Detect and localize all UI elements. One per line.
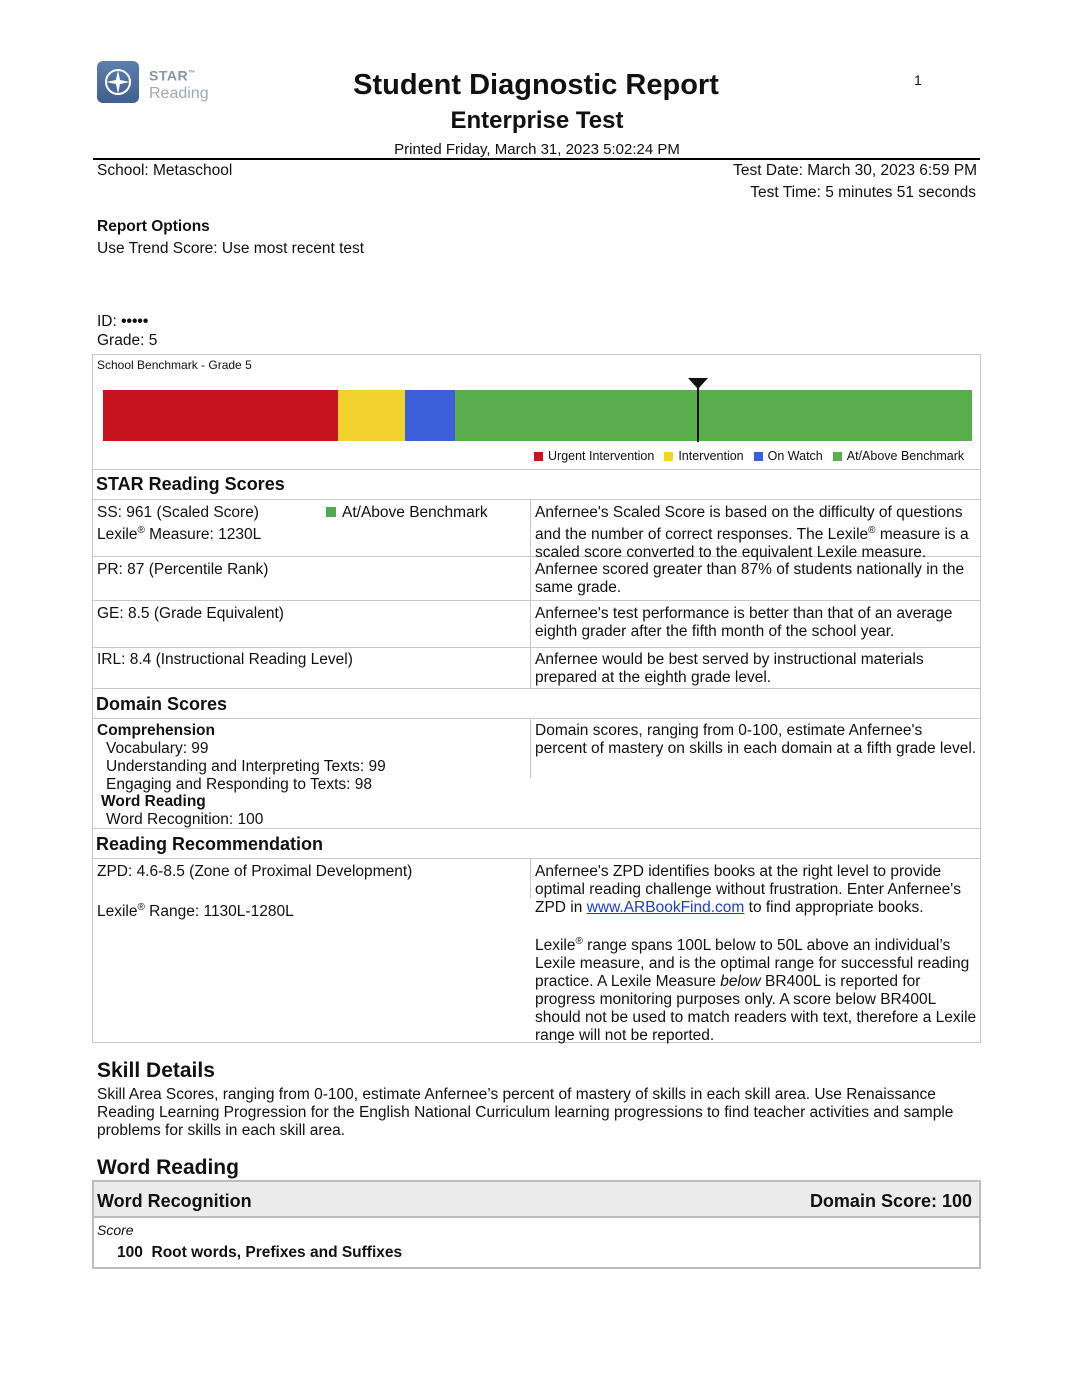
at-above-benchmark-swatch-icon [326, 507, 336, 517]
skill-item-row [117, 1244, 402, 1262]
score-marker-line [697, 386, 699, 442]
skill-area-name: Word Recognition [97, 1191, 252, 1211]
domain-score: Domain Score: 100 [809, 1191, 972, 1211]
legend-item: At/Above Benchmark [833, 449, 964, 463]
word-reading-label: Word Reading [101, 793, 206, 810]
benchmark-segment-3 [405, 390, 455, 441]
word-recognition-header [92, 1180, 981, 1218]
page-number: 1 [914, 72, 922, 88]
skill-details-text: Skill Area Scores, ranging from 0-100, estimate Anfernee’s percent of mastery of skills in each skill area. Use Renaissance Reading Learning Progression for the English National Curriculum learning progressions to find teacher activities and sample problems for skills in each skill area. [97, 1086, 954, 1139]
benchmark-label: School Benchmark - Grade 5 [97, 358, 252, 372]
reading-recommendation-heading: Reading Recommendation [92, 828, 981, 859]
irl-description: Anfernee would be best served by instructional materials prepared at the eighth grade level. [535, 651, 924, 686]
score-marker-icon [688, 378, 708, 389]
benchmark-legend [534, 449, 964, 463]
ss-row [92, 500, 981, 562]
vocabulary-score: Vocabulary: 99 [106, 740, 209, 757]
lexile-measure: Lexile® Measure: 1230L [97, 525, 262, 544]
domain-row [92, 718, 981, 829]
legend-swatch-icon [833, 452, 842, 461]
legend-swatch-icon [754, 452, 763, 461]
domain-scores-heading: Domain Scores [92, 688, 981, 719]
domain-description: Domain scores, ranging from 0-100, estimate Anfernee's percent of mastery on skills in each domain at a fifth grade level. [535, 722, 977, 757]
zpd-range: ZPD: 4.6-8.5 (Zone of Proximal Development) [97, 863, 413, 880]
word-recognition-body [92, 1217, 981, 1269]
report-title: Student Diagnostic Report [353, 69, 719, 101]
benchmark-bar [103, 390, 972, 441]
skill-item-score: 100 [117, 1244, 143, 1261]
skill-details-heading: Skill Details [97, 1059, 215, 1082]
school-name: School: Metaschool [97, 162, 233, 179]
grade-equivalent: GE: 8.5 (Grade Equivalent) [97, 605, 284, 622]
lexile-range: Lexile® Range: 1130L-1280L [97, 902, 294, 921]
report-options-line: Use Trend Score: Use most recent test [97, 240, 365, 257]
pr-description: Anfernee scored greater than 87% of students nationally in the same grade. [535, 561, 965, 596]
test-time: Test Time: 5 minutes 51 seconds [750, 184, 976, 201]
arbookfind-link[interactable]: www.ARBookFind.com [586, 899, 745, 916]
logo-wordmark: STAR™ Reading [149, 67, 209, 102]
header-divider [93, 158, 980, 160]
benchmark-status: At/Above Benchmark [326, 504, 488, 522]
legend-item: Urgent Intervention [534, 449, 654, 463]
recommendation-row [92, 858, 981, 1043]
legend-swatch-icon [664, 452, 673, 461]
report-options-heading: Report Options [97, 218, 210, 235]
word-reading-heading: Word Reading [97, 1156, 239, 1179]
printed-date: Printed Friday, March 31, 2023 5:02:24 PM [394, 141, 680, 158]
star-scores-heading: STAR Reading Scores [92, 469, 981, 500]
student-grade: Grade: 5 [97, 332, 158, 349]
irl-row [92, 648, 981, 689]
comprehension-label: Comprehension [97, 722, 215, 739]
legend-swatch-icon [534, 452, 543, 461]
understanding-score: Understanding and Interpreting Texts: 99 [106, 758, 386, 775]
zpd-description: Anfernee's ZPD identifies books at the right level to provide optimal reading challenge without frustration. Enter Anfernee's ZPD in www.ARBookFind.com to find appropriate books. [535, 863, 962, 916]
report-subtitle: Enterprise Test [450, 107, 624, 134]
score-column-label: Score [97, 1222, 134, 1238]
ge-description: Anfernee's test performance is better than that of an average eighth grader after the fifth month of the school year. [535, 605, 953, 640]
engaging-score: Engaging and Responding to Texts: 98 [106, 776, 372, 793]
instructional-reading-level: IRL: 8.4 (Instructional Reading Level) [97, 651, 353, 668]
test-date: Test Date: March 30, 2023 6:59 PM [733, 162, 977, 179]
benchmark-segment-2 [338, 390, 405, 441]
benchmark-segment-1 [103, 390, 338, 441]
student-id: ID: ••••• [97, 313, 149, 330]
percentile-rank: PR: 87 (Percentile Rank) [97, 561, 269, 578]
skill-item-name: Root words, Prefixes and Suffixes [151, 1244, 403, 1261]
ge-row [92, 601, 981, 648]
ss-description: Anfernee's Scaled Score is based on the difficulty of questions and the number of correct responses. The Lexile® measure is a scaled score converted to the equivalent Lexile measure. [535, 504, 969, 562]
word-recognition-score: Word Recognition: 100 [106, 811, 264, 828]
legend-item: Intervention [664, 449, 743, 463]
pr-row [92, 557, 981, 601]
legend-item: On Watch [754, 449, 823, 463]
scaled-score: SS: 961 (Scaled Score) [97, 504, 259, 521]
benchmark-segment-4 [455, 390, 972, 441]
lexile-range-description: Lexile® range spans 100L below to 50L above an individual’s Lexile measure, and is the optimal range for successful reading practice. A Lexile Measure below BR400L is reported for progress monitoring purposes only. A score below BR400L should not be used to match readers with text, therefore a Lexile range will not be reported. [535, 936, 977, 1045]
